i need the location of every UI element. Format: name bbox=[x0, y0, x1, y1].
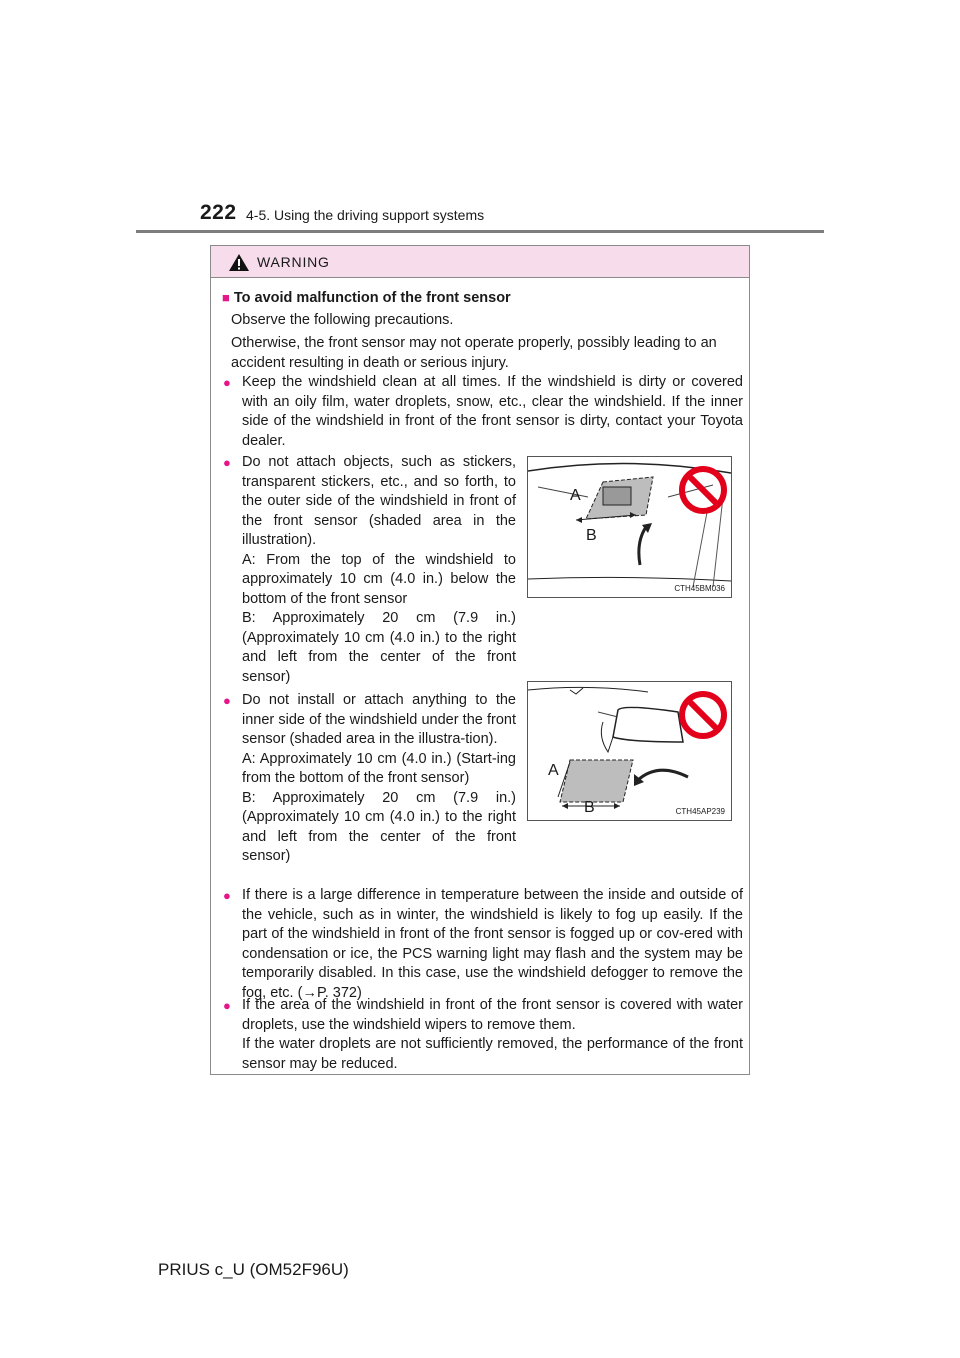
warning-triangle-icon bbox=[228, 253, 250, 272]
bullet-keep-clean: ● Keep the windshield clean at all times. If the windshield is dirty or covered with an oily film, water droplets, snow, etc., clear the windshield. If the inner side of the windshield in front of the front sensor is dirty, contact your Toyota dealer. bbox=[223, 373, 743, 451]
warning-box bbox=[210, 245, 750, 1075]
label-b: B bbox=[586, 527, 597, 544]
illustration-code: CTH45AP239 bbox=[675, 807, 725, 816]
bullet-temperature: ● If there is a large difference in temperature between the inside and outside of the vehicle, such as in winter, the windshield is likely to fog up easily. If the part of the windshield in front of the front sensor is fogged up or cov-ered with condensation or ice, the PCS warning light may flash and the system may be temporarily disabled. In this case, use the windshield defogger to remove the fog, etc. (→P. 372) bbox=[223, 886, 743, 1003]
square-bullet-icon: ■ bbox=[222, 290, 230, 305]
label-a: A bbox=[548, 762, 559, 779]
intro-line-2: Otherwise, the front sensor may not operate properly, possibly leading to an accident resulting in death or serious injury. bbox=[231, 335, 717, 371]
section-title: 4-5. Using the driving support systems bbox=[246, 207, 485, 223]
prohibition-icon bbox=[678, 690, 728, 740]
warning-heading-text: To avoid malfunction of the front sensor bbox=[233, 290, 511, 306]
header-rule bbox=[136, 230, 824, 233]
footer-model: PRIUS c_U (OM52F96U) bbox=[158, 1260, 349, 1279]
label-b: B bbox=[584, 799, 595, 816]
illustration-outer-windshield bbox=[527, 456, 732, 598]
illustration-inner-windshield bbox=[527, 681, 732, 821]
warning-header bbox=[211, 246, 749, 278]
warning-heading bbox=[222, 290, 511, 306]
bullet-water-droplets: ● If the area of the windshield in front of the front sensor is covered with water droplets, use the windshield wipers to remove them. If the water droplets are not sufficiently removed, the performance of the front sensor may be reduced. bbox=[223, 996, 743, 1074]
illustration-code: CTH45BM036 bbox=[674, 584, 725, 593]
bullet-inner-side: ● Do not install or attach anything to the inner side of the windshield under the front sensor (shaded area in the illustra-tion). A: Approximately 10 cm (4.0 in.) (Start-ing from the bottom of the front sensor) B: Approximately 20 cm (7.9 in.) (Approximately 10 cm (4.0 in.) to the right and left from the center of the front sensor) bbox=[223, 691, 516, 867]
warning-title: WARNING bbox=[257, 254, 330, 270]
bullet-outer-side: ● Do not attach objects, such as stickers, transparent stickers, etc., and so forth, to the outer side of the windshield in front of the front sensor (shaded area in the illustration). A: From the top of the windshield to approximately 10 cm (4.0 in.) below the bottom of the front sensor B: Approximately 20 cm (7.9 in.) (Approximately 10 cm (4.0 in.) to the right and left from the center of the front sensor) bbox=[223, 453, 516, 687]
label-a: A bbox=[570, 487, 581, 504]
intro-line-1: Observe the following precautions. bbox=[231, 312, 454, 328]
page-number: 222 bbox=[200, 201, 237, 224]
prohibition-icon bbox=[678, 465, 728, 515]
